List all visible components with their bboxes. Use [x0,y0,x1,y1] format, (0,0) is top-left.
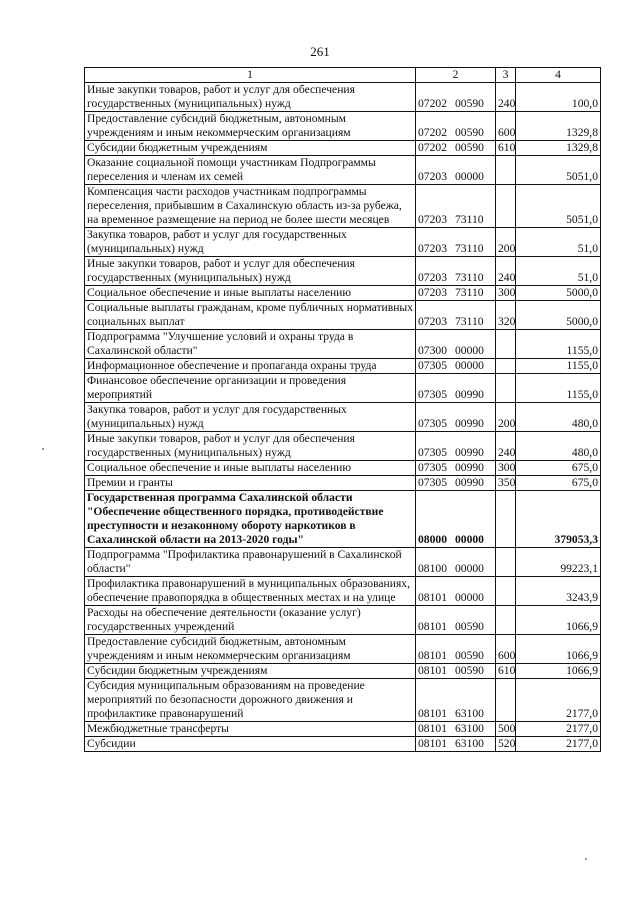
row-code-part2: 00990 [454,417,484,430]
row-amount: 675,0 [516,476,601,491]
table-row [85,359,601,374]
row-amount: 3243,9 [516,577,601,606]
row-expense-type: 300 [496,461,516,476]
table-row [85,491,601,548]
row-code-part2: 63100 [454,707,484,720]
row-code [416,301,496,330]
row-code-part1: 07300 [418,344,447,357]
row-code [416,359,496,374]
row-code-part2: 73110 [454,242,484,255]
row-amount: 5000,0 [516,286,601,301]
row-name: Предоставление субсидий бюджетным, автономным учреждениям и иным некоммерческим организациям [85,112,416,141]
row-code [416,548,496,577]
table-row [85,330,601,359]
row-code-part2: 73110 [454,213,484,226]
row-name: Предоставление субсидий бюджетным, автономным учреждениям и иным некоммерческим организациям [85,635,416,664]
row-code [416,461,496,476]
table-row [85,679,601,722]
row-code-part1: 07305 [418,446,447,459]
row-code [416,228,496,257]
row-code-part1: 08100 [418,562,447,575]
row-code-part2: 63100 [454,737,484,750]
row-code-part2: 00000 [454,170,484,183]
row-expense-type [496,374,516,403]
row-expense-type: 610 [496,664,516,679]
row-code-part2: 00590 [454,620,484,633]
row-amount: 2177,0 [516,737,601,752]
row-amount: 480,0 [516,403,601,432]
row-amount: 1329,8 [516,141,601,156]
row-amount: 5051,0 [516,185,601,228]
header-col-1: 1 [85,68,416,83]
row-code-part1: 08101 [418,722,447,735]
row-expense-type: 320 [496,301,516,330]
row-code [416,286,496,301]
row-expense-type: 610 [496,141,516,156]
table-row [85,606,601,635]
header-col-3: 3 [496,68,516,83]
row-code [416,491,496,548]
row-expense-type: 240 [496,257,516,286]
row-amount: 51,0 [516,228,601,257]
row-code-part1: 07203 [418,213,447,226]
row-code-part2: 00990 [454,446,484,459]
table-row [85,257,601,286]
row-code-part1: 07203 [418,170,447,183]
row-code-part2: 73110 [454,315,484,328]
table-header-row [85,68,601,83]
row-name: Подпрограмма "Профилактика правонарушений в Сахалинской области" [85,548,416,577]
row-name: Социальное обеспечение и иные выплаты населению [85,461,416,476]
row-code-part2: 00000 [454,562,484,575]
row-amount: 51,0 [516,257,601,286]
row-code-part2: 00990 [454,476,484,489]
row-name: Профилактика правонарушений в муниципальных образованиях, обеспечение правопорядка в общественных местах и на улице [85,577,416,606]
scan-speck [42,448,44,450]
row-amount: 1329,8 [516,112,601,141]
table-row [85,286,601,301]
table-row [85,664,601,679]
row-expense-type [496,606,516,635]
row-expense-type [496,185,516,228]
row-name: Государственная программа Сахалинской области "Обеспечение общественного порядка, противодействие преступности и незаконному обороту наркотиков в Сахалинской области на 2013-2020 годы" [85,491,416,548]
row-code-part1: 07203 [418,315,447,328]
row-amount: 1155,0 [516,330,601,359]
row-name: Субсидии [85,737,416,752]
row-expense-type: 240 [496,83,516,112]
row-expense-type: 600 [496,112,516,141]
page-number: 261 [310,44,330,59]
row-code [416,577,496,606]
row-code-part1: 07202 [418,97,447,110]
row-code [416,606,496,635]
table-row [85,548,601,577]
row-code-part1: 08101 [418,620,447,633]
row-expense-type: 240 [496,432,516,461]
row-expense-type [496,679,516,722]
row-code-part2: 00590 [454,97,484,110]
table-row [85,228,601,257]
row-code-part1: 07203 [418,286,447,299]
table-row [85,112,601,141]
row-code-part2: 00590 [454,649,484,662]
row-expense-type: 500 [496,722,516,737]
row-code [416,83,496,112]
row-code [416,374,496,403]
row-name: Финансовое обеспечение организации и проведения мероприятий [85,374,416,403]
row-expense-type: 200 [496,403,516,432]
row-code-part1: 07305 [418,461,447,474]
row-amount: 675,0 [516,461,601,476]
row-code-part2: 00590 [454,664,484,677]
row-code [416,432,496,461]
table-row [85,185,601,228]
row-code-part1: 07202 [418,141,447,154]
row-code [416,257,496,286]
row-name: Закупка товаров, работ и услуг для государственных (муниципальных) нужд [85,403,416,432]
scan-speck [585,858,587,860]
row-name: Подпрограмма "Улучшение условий и охраны труда в Сахалинской области" [85,330,416,359]
row-name: Оказание социальной помощи участникам Подпрограммы переселения и членам их семей [85,156,416,185]
row-code-part2: 73110 [454,271,484,284]
row-name: Иные закупки товаров, работ и услуг для обеспечения государственных (муниципальных) нужд [85,257,416,286]
row-amount: 480,0 [516,432,601,461]
row-amount: 1155,0 [516,359,601,374]
table-row [85,301,601,330]
table-row [85,577,601,606]
row-name: Субсидии бюджетным учреждениям [85,664,416,679]
header-col-4: 4 [516,68,601,83]
row-code-part1: 07203 [418,271,447,284]
row-name: Информационное обеспечение и пропаганда охраны труда [85,359,416,374]
table-row [85,432,601,461]
row-expense-type: 520 [496,737,516,752]
row-code-part1: 08101 [418,664,447,677]
row-code-part2: 00990 [454,461,484,474]
row-expense-type [496,156,516,185]
table-row [85,461,601,476]
table-row [85,141,601,156]
row-code-part1: 07305 [418,388,447,401]
budget-table [84,67,601,752]
row-code [416,141,496,156]
row-code-part1: 08101 [418,737,447,750]
row-code [416,330,496,359]
row-code-part1: 08101 [418,707,447,720]
table-row [85,156,601,185]
row-code-part1: 08000 [418,533,447,546]
row-amount: 1155,0 [516,374,601,403]
row-code-part2: 00990 [454,388,484,401]
row-code-part1: 07203 [418,242,447,255]
row-code [416,156,496,185]
row-amount: 1066,9 [516,606,601,635]
row-code-part2: 73110 [454,286,484,299]
row-amount: 5000,0 [516,301,601,330]
row-amount: 2177,0 [516,679,601,722]
row-name: Социальные выплаты гражданам, кроме публичных нормативных социальных выплат [85,301,416,330]
row-amount: 99223,1 [516,548,601,577]
row-code-part1: 07305 [418,359,447,372]
row-code-part1: 07202 [418,126,447,139]
row-code [416,722,496,737]
row-amount: 379053,3 [516,491,601,548]
row-name: Закупка товаров, работ и услуг для государственных (муниципальных) нужд [85,228,416,257]
row-expense-type: 300 [496,286,516,301]
table-body [85,83,601,752]
header-col-2: 2 [416,68,496,83]
row-name: Иные закупки товаров, работ и услуг для обеспечения государственных (муниципальных) нужд [85,83,416,112]
row-code [416,737,496,752]
row-amount: 5051,0 [516,156,601,185]
row-code-part1: 07305 [418,417,447,430]
row-expense-type: 200 [496,228,516,257]
row-name: Иные закупки товаров, работ и услуг для обеспечения государственных (муниципальных) нужд [85,432,416,461]
row-expense-type: 600 [496,635,516,664]
row-expense-type [496,577,516,606]
row-code [416,664,496,679]
row-name: Компенсация части расходов участникам подпрограммы переселения, прибывшим в Сахалинскую область из-за рубежа, на временное размещение на период не более шести месяцев [85,185,416,228]
row-name: Социальное обеспечение и иные выплаты населению [85,286,416,301]
row-amount: 1066,9 [516,635,601,664]
row-code [416,185,496,228]
row-code-part2: 00000 [454,591,484,604]
row-name: Расходы на обеспечение деятельности (оказание услуг) государственных учреждений [85,606,416,635]
row-code-part2: 00000 [454,359,484,372]
row-code-part1: 07305 [418,476,447,489]
table-row [85,403,601,432]
row-name: Субсидия муниципальным образованиям на проведение мероприятий по безопасности дорожного движения и профилактике правонарушений [85,679,416,722]
row-code-part1: 08101 [418,591,447,604]
row-code-part2: 00590 [454,141,484,154]
row-code [416,112,496,141]
row-code [416,476,496,491]
row-expense-type [496,491,516,548]
table-row [85,635,601,664]
table-row [85,83,601,112]
row-expense-type [496,330,516,359]
row-code [416,635,496,664]
row-code-part2: 00000 [454,344,484,357]
row-name: Межбюджетные трансферты [85,722,416,737]
table-row [85,737,601,752]
row-amount: 2177,0 [516,722,601,737]
row-code [416,679,496,722]
row-code-part1: 08101 [418,649,447,662]
table-row [85,722,601,737]
row-code-part2: 00000 [454,533,484,546]
row-expense-type: 350 [496,476,516,491]
row-amount: 100,0 [516,83,601,112]
row-code [416,403,496,432]
row-expense-type [496,548,516,577]
table-row [85,374,601,403]
row-name: Субсидии бюджетным учреждениям [85,141,416,156]
row-code-part2: 00590 [454,126,484,139]
row-amount: 1066,9 [516,664,601,679]
table-row [85,476,601,491]
row-code-part2: 63100 [454,722,484,735]
row-expense-type [496,359,516,374]
row-name: Премии и гранты [85,476,416,491]
